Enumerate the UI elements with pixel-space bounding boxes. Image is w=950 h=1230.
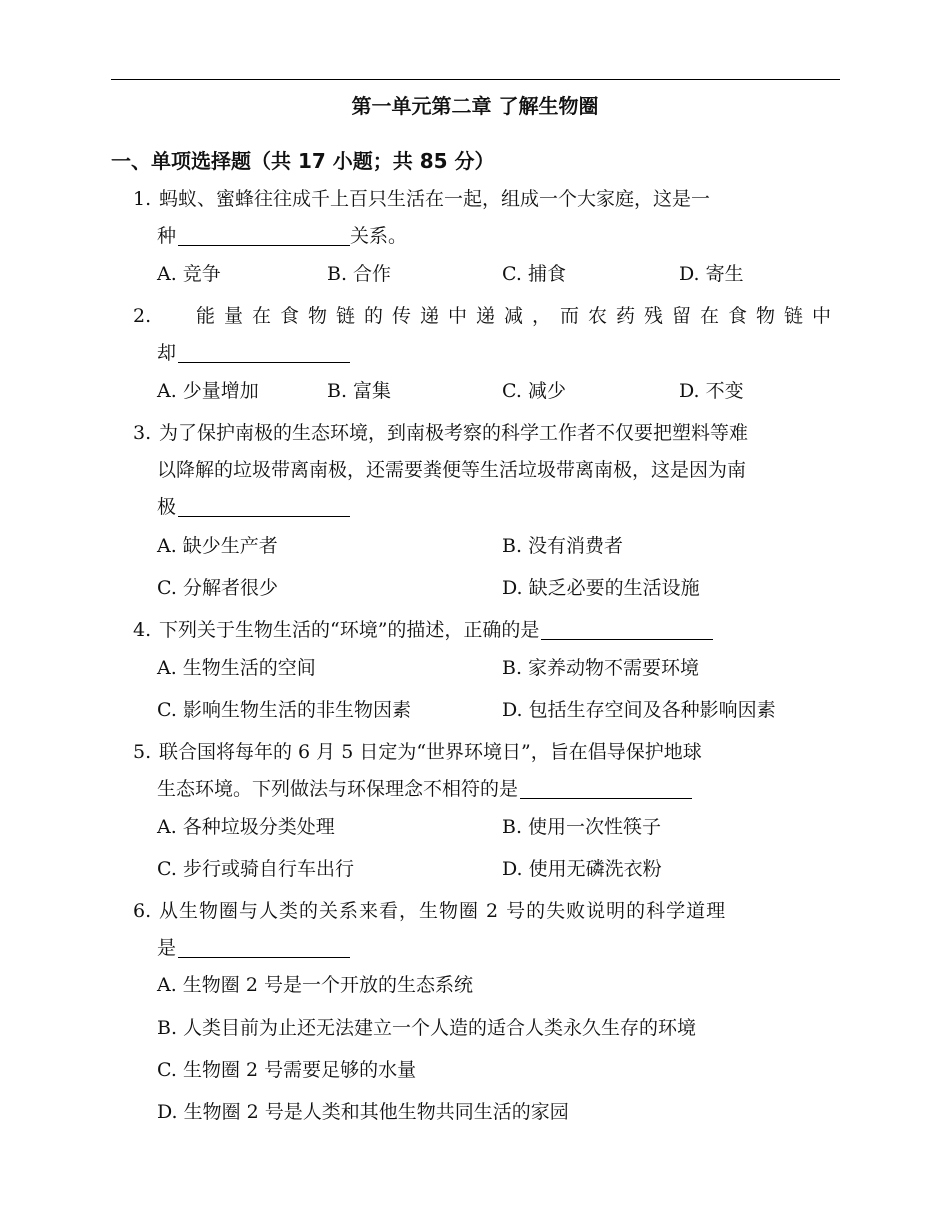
answer-blank[interactable] [541, 617, 713, 640]
question-number: 1. [133, 188, 152, 210]
option-d[interactable]: D. 包括生存空间及各种影响因素 [502, 699, 776, 721]
option-a[interactable]: A. 竞争 [157, 263, 221, 285]
question-line [133, 734, 840, 771]
question-line [133, 930, 840, 967]
question-2 [133, 298, 840, 372]
option-d[interactable]: D. 生物圈 2 号是人类和其他生物共同生活的家园 [157, 1101, 569, 1123]
question-number: 2. [133, 305, 152, 327]
option-c[interactable]: C. 步行或骑自行车出行 [157, 858, 354, 880]
question-number: 4. [133, 619, 152, 641]
option-a[interactable]: A. 缺少生产者 [157, 535, 278, 557]
question-line [133, 218, 840, 255]
question-6 [133, 893, 840, 967]
question-text: 却 [157, 342, 177, 364]
top-rule [111, 79, 840, 80]
option-a[interactable]: A. 生物生活的空间 [157, 657, 316, 679]
question-line [133, 181, 840, 218]
question-3 [133, 415, 840, 526]
section-heading: 一、单项选择题（共 17 小题；共 85 分） [111, 149, 495, 173]
question-number: 5. [133, 741, 152, 763]
question-line [133, 415, 840, 452]
option-d[interactable]: D. 寄生 [679, 263, 744, 285]
answer-blank[interactable] [178, 223, 350, 246]
question-line [133, 452, 840, 489]
question-1 [133, 181, 840, 255]
option-b[interactable]: B. 人类目前为止还无法建立一个人造的适合人类永久生存的环境 [157, 1017, 697, 1039]
option-b[interactable]: B. 使用一次性筷子 [502, 816, 662, 838]
option-c[interactable]: C. 捕食 [502, 263, 566, 285]
question-4 [133, 612, 840, 649]
question-text: 下列关于生物生活的“环境”的描述，正确的是 [159, 619, 540, 641]
option-a[interactable]: A. 生物圈 2 号是一个开放的生态系统 [157, 974, 473, 996]
question-text: 种 [157, 225, 177, 247]
option-b[interactable]: B. 合作 [327, 263, 392, 285]
option-b[interactable]: B. 家养动物不需要环境 [502, 657, 700, 679]
option-d[interactable]: D. 缺乏必要的生活设施 [502, 577, 700, 599]
question-line [133, 771, 840, 808]
question-text: 是 [157, 937, 177, 959]
question-text: 蚂蚁、蜜蜂往往成千上百只生活在一起，组成一个大家庭，这是一 [159, 188, 711, 210]
question-text: 以降解的垃圾带离南极，还需要粪便等生活垃圾带离南极，这是因为南 [157, 459, 747, 481]
option-c[interactable]: C. 减少 [502, 380, 566, 402]
question-text: 从生物圈与人类的关系来看，生物圈 2 号的失败说明的科学道理 [159, 900, 727, 922]
question-line [133, 335, 840, 372]
option-b[interactable]: B. 富集 [327, 380, 392, 402]
answer-blank[interactable] [520, 776, 692, 799]
option-c[interactable]: C. 影响生物生活的非生物因素 [157, 699, 411, 721]
question-number: 6. [133, 900, 152, 922]
answer-blank[interactable] [178, 935, 350, 958]
option-d[interactable]: D. 使用无磷洗衣粉 [502, 858, 662, 880]
question-text: 联合国将每年的 6 月 5 日定为“世界环境日”，旨在倡导保护地球 [159, 741, 702, 763]
question-text: 能量在食物链的传递中递减，而农药残留在食物链中 [195, 305, 840, 327]
question-text: 为了保护南极的生态环境，到南极考察的科学工作者不仅要把塑料等难 [159, 422, 749, 444]
question-text: 极 [157, 496, 177, 518]
page-title: 第一单元第二章 了解生物圈 [351, 94, 599, 118]
question-5 [133, 734, 840, 808]
question-line [133, 612, 840, 649]
answer-blank[interactable] [178, 340, 350, 363]
option-c[interactable]: C. 分解者很少 [157, 577, 278, 599]
option-a[interactable]: A. 各种垃圾分类处理 [157, 816, 335, 838]
question-line [133, 893, 840, 930]
option-d[interactable]: D. 不变 [679, 380, 744, 402]
question-line [133, 489, 840, 526]
question-text: 关系。 [350, 225, 408, 247]
option-c[interactable]: C. 生物圈 2 号需要足够的水量 [157, 1059, 417, 1081]
question-number: 3. [133, 422, 152, 444]
question-line [133, 298, 840, 335]
answer-blank[interactable] [178, 494, 350, 517]
option-a[interactable]: A. 少量增加 [157, 380, 259, 402]
option-b[interactable]: B. 没有消费者 [502, 535, 624, 557]
question-text: 生态环境。下列做法与环保理念不相符的是 [157, 778, 519, 800]
